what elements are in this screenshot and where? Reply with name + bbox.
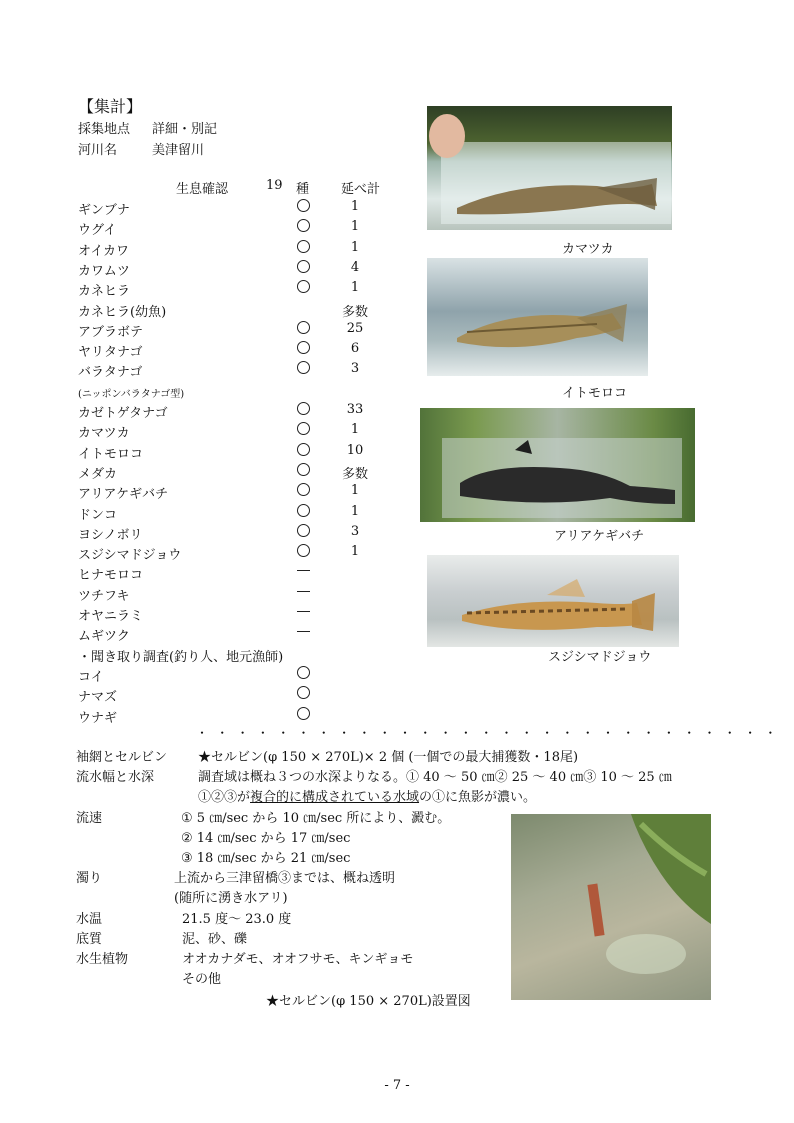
depth-value: 調査域は概ね３つの水深よりなる。① 40 ～ 50 ㎝② 25 ～ 40 ㎝③ 10 ～ 25 ㎝ — [198, 770, 672, 785]
kamatsuka-caption: カマツカ — [562, 242, 614, 257]
header-total-label: 延べ計 — [341, 182, 381, 197]
present-mark-icon — [296, 199, 310, 215]
species-count: 1 — [350, 503, 360, 519]
temperature-value: 21.5 度～ 23.0 度 — [182, 912, 292, 927]
species-count: 10 — [346, 442, 364, 458]
present-mark-icon — [296, 280, 310, 296]
species-name: (ニッポンバラタナゴ型) — [78, 388, 185, 400]
present-mark-icon — [296, 321, 310, 337]
present-mark-icon — [296, 260, 310, 276]
present-mark-icon — [296, 504, 310, 520]
species-count: 4 — [350, 259, 360, 275]
species-name: イトモロコ — [78, 446, 144, 462]
kamatsuka-photo — [427, 106, 672, 230]
species-row — [78, 301, 398, 321]
river-name-value: 美津留川 — [152, 143, 205, 158]
species-count: 33 — [346, 402, 364, 417]
species-row — [78, 422, 398, 442]
species-count: 3 — [350, 361, 360, 377]
species-count: 3 — [350, 523, 360, 539]
species-row — [78, 240, 398, 260]
plants-value-2: その他 — [182, 972, 222, 987]
species-name: ・聞き取り調査(釣り人、地元漁師) — [78, 649, 284, 665]
depth-note-a: ①②③が — [198, 790, 251, 805]
species-name: コイ — [78, 669, 104, 685]
depth-note-b: の①に魚影が濃い。 — [419, 790, 537, 805]
collection-site — [78, 118, 217, 137]
present-mark-icon — [296, 361, 310, 377]
species-row — [78, 199, 398, 219]
river-name-label: 河川名 — [78, 143, 118, 158]
species-name: ヨシノボリ — [78, 527, 143, 543]
present-mark-icon — [296, 443, 310, 459]
species-name: アブラボテ — [78, 324, 144, 340]
collection-site-value: 詳細・別記 — [152, 122, 218, 137]
species-row — [78, 564, 398, 584]
present-mark-icon — [296, 422, 310, 438]
collection-site-label: 採集地点 — [78, 122, 131, 137]
species-name: ヒナモロコ — [78, 568, 144, 584]
species-name: スジシマドジョウ — [78, 548, 182, 564]
depth-label: 流水幅と水深 — [76, 770, 155, 785]
species-name: カワムツ — [78, 263, 130, 279]
species-row — [78, 483, 398, 503]
absent-mark-icon — [296, 585, 310, 600]
present-mark-icon — [296, 341, 310, 357]
present-mark-icon — [296, 402, 310, 418]
river-image — [511, 814, 711, 1000]
species-name: カゼトゲタナゴ — [78, 406, 168, 421]
fish-image — [427, 258, 648, 376]
fish-image — [427, 555, 679, 647]
species-name: ドンコ — [78, 507, 118, 523]
separator-dots: ・・・・・・・・・・・・・・・・・・・・・・・・・・・・・ — [196, 726, 785, 740]
species-name: ナマズ — [78, 690, 118, 706]
species-row — [78, 625, 398, 645]
ariake-photo — [420, 408, 695, 522]
species-count: 1 — [350, 219, 360, 235]
species-count: 25 — [346, 320, 364, 336]
species-count: 多数 — [341, 466, 368, 482]
species-name: カネヒラ(幼魚) — [78, 304, 167, 320]
species-name: オイカワ — [78, 243, 129, 259]
present-mark-icon — [296, 686, 310, 702]
speed-label: 流速 — [76, 811, 103, 826]
bottom-label: 底質 — [76, 932, 103, 947]
species-row — [78, 686, 398, 706]
species-row — [78, 260, 398, 280]
plants-value: オオカナダモ、オオフサモ、キンギョモ — [182, 952, 414, 967]
species-count: 多数 — [341, 304, 368, 320]
gear-value: ★セルビン(φ 150 × 270L)× 2 個 (一個での最大捕獲数・18尾) — [198, 750, 579, 765]
river-name — [78, 139, 204, 158]
species-name: カマツカ — [78, 426, 130, 442]
present-mark-icon — [296, 666, 310, 682]
species-row — [78, 280, 398, 300]
species-row — [78, 504, 398, 524]
species-count: 1 — [350, 544, 360, 560]
present-mark-icon — [296, 544, 310, 560]
species-name: メダカ — [78, 466, 118, 482]
species-row — [78, 605, 398, 625]
species-row — [78, 544, 398, 564]
serubin-photo — [511, 814, 711, 1000]
present-mark-icon — [296, 483, 310, 499]
species-row — [78, 585, 398, 605]
species-name: カネヒラ — [78, 284, 131, 300]
turbidity-2: (随所に湧き水アリ) — [174, 891, 288, 906]
species-count: 1 — [350, 422, 360, 438]
species-name: ツチフキ — [78, 588, 130, 604]
species-name: アリアケギバチ — [78, 487, 169, 503]
present-mark-icon — [296, 463, 310, 479]
header-count: 19 — [266, 178, 283, 193]
header-label: 生息確認 — [176, 182, 229, 197]
depth-note — [198, 786, 536, 805]
species-row — [78, 524, 398, 544]
species-row — [78, 443, 398, 463]
species-row — [78, 382, 398, 402]
depth-note-underlined: 複合的に構成されている水域 — [250, 790, 420, 805]
species-name: バラタナゴ — [78, 365, 143, 381]
speed-1: ① 5 ㎝/sec から 10 ㎝/sec 所により、澱む。 — [181, 811, 451, 826]
temperature-label: 水温 — [76, 912, 103, 927]
species-name: ウグイ — [78, 223, 117, 239]
plants-label: 水生植物 — [76, 952, 129, 967]
page-title: 【集計】 — [78, 97, 143, 116]
species-row — [78, 463, 398, 483]
species-row — [78, 321, 398, 341]
present-mark-icon — [296, 524, 310, 540]
species-row — [78, 402, 398, 422]
turbidity-1: 上流から三津留橋③までは、概ね透明 — [174, 871, 396, 886]
species-name: オヤニラミ — [78, 609, 144, 624]
present-mark-icon — [296, 240, 310, 256]
species-row — [78, 219, 398, 239]
species-row — [78, 341, 398, 361]
present-mark-icon — [296, 219, 310, 235]
species-count: 6 — [350, 341, 360, 357]
species-row — [78, 666, 398, 686]
itomoroko-caption: イトモロコ — [562, 386, 628, 401]
bottom-value: 泥、砂、礫 — [182, 932, 248, 947]
species-count: 1 — [350, 199, 360, 214]
serubin-caption: ★セルビン(φ 150 × 270L)設置図 — [266, 994, 471, 1009]
species-count: 1 — [350, 280, 360, 296]
absent-mark-icon — [296, 625, 310, 640]
fish-image — [420, 408, 695, 522]
sujishima-photo — [427, 555, 679, 647]
absent-mark-icon — [296, 605, 310, 620]
header-unit: 種 — [296, 182, 310, 197]
species-name: ギンブナ — [78, 203, 130, 218]
fish-image — [427, 106, 672, 230]
speed-2: ② 14 ㎝/sec から 17 ㎝/sec — [181, 831, 351, 846]
present-mark-icon — [296, 707, 310, 723]
itomoroko-photo — [427, 258, 648, 376]
turbidity-label: 濁り — [76, 871, 103, 886]
species-row — [78, 646, 398, 666]
ariake-caption: アリアケギバチ — [554, 529, 645, 544]
absent-mark-icon — [296, 564, 310, 579]
gear-label: 袖網とセルビン — [76, 750, 168, 765]
speed-3: ③ 18 ㎝/sec から 21 ㎝/sec — [181, 851, 351, 866]
page-number: - 7 - — [384, 1078, 410, 1093]
species-row — [78, 361, 398, 381]
sujishima-caption: スジシマドジョウ — [548, 650, 652, 665]
species-name: ウナギ — [78, 710, 118, 726]
species-count: 1 — [350, 239, 360, 255]
species-name: ヤリタナゴ — [78, 345, 143, 361]
species-name: ムギツク — [78, 629, 130, 645]
species-count: 1 — [350, 483, 360, 499]
